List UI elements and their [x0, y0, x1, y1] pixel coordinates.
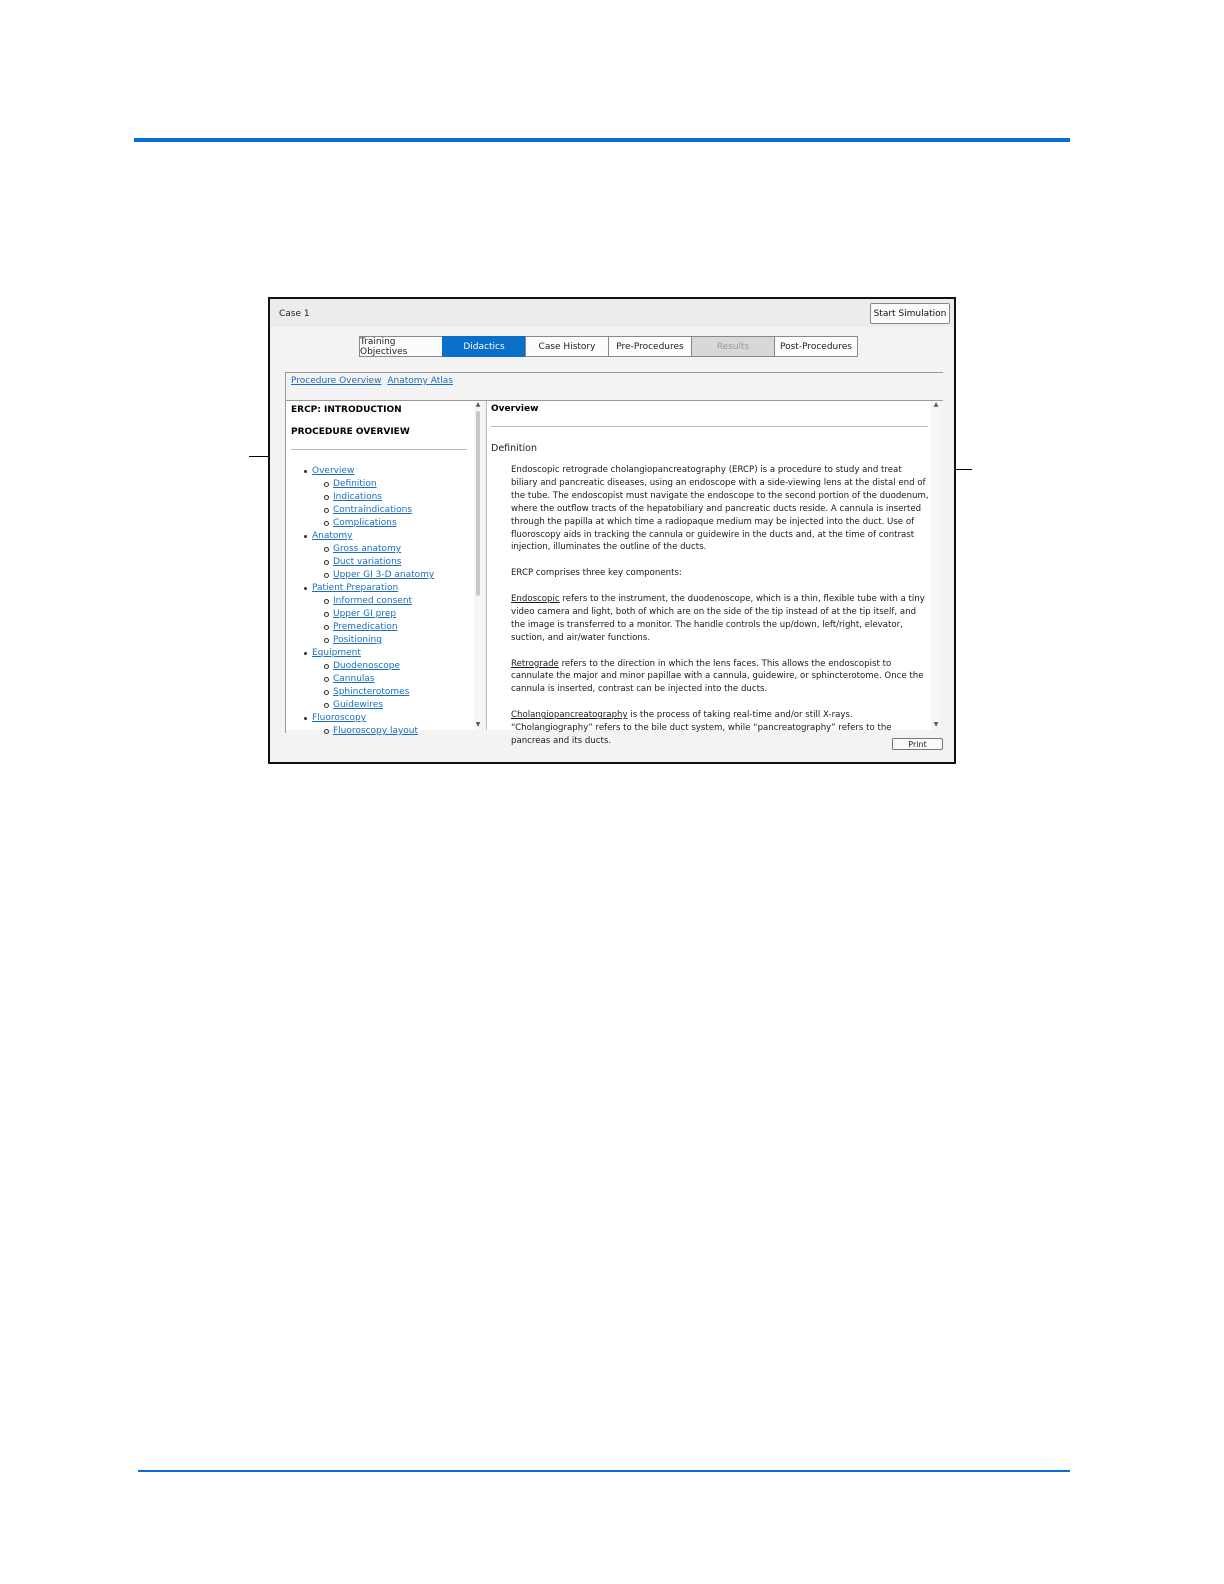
term-link: Cholangiopancreatography	[511, 710, 628, 721]
scroll-down-icon[interactable]: ▼	[475, 721, 481, 728]
circle-bullet-icon	[324, 521, 329, 526]
toc-link[interactable]: Fluoroscopy layout	[333, 726, 419, 736]
circle-bullet-icon	[324, 729, 329, 734]
content-paragraph	[511, 709, 929, 748]
paragraph-text: refers to the instrument, the duodenoscope, which is a thin, flexible tube with a tiny video camera and light, both of which are on the side of the tip instead of at the tip itself, and the image is transferred to a monitor. The handle controls the up/down, left/right, elevator, suction, and air/water functions.	[511, 594, 925, 643]
circle-bullet-icon	[324, 560, 329, 565]
toc-list	[286, 465, 474, 738]
header-rule	[134, 138, 1070, 142]
toc-item	[286, 569, 474, 582]
case-title: Case 1	[279, 309, 310, 319]
toc-link[interactable]: Patient Preparation	[312, 583, 399, 593]
toc-link[interactable]: Complications	[333, 518, 397, 528]
toc-item	[286, 556, 474, 569]
toc-scroll-thumb[interactable]	[476, 411, 480, 596]
toc-item	[286, 725, 474, 738]
tab-training-objectives[interactable]: Training Objectives	[359, 336, 443, 357]
circle-bullet-icon	[324, 625, 329, 630]
tab-post-procedures[interactable]: Post-Procedures	[774, 336, 858, 357]
circle-bullet-icon	[324, 573, 329, 578]
toc-link[interactable]: Positioning	[333, 635, 382, 645]
toc-subheading: PROCEDURE OVERVIEW	[291, 427, 410, 437]
bullet-icon	[304, 535, 307, 538]
tab-bar	[360, 336, 858, 357]
toc-item	[286, 673, 474, 686]
top-links	[291, 376, 456, 386]
circle-bullet-icon	[324, 612, 329, 617]
toc-link[interactable]: Duodenoscope	[333, 661, 400, 671]
tab-pre-procedures[interactable]: Pre-Procedures	[608, 336, 692, 357]
content-paragraph	[511, 593, 929, 645]
content-heading: Overview	[491, 404, 539, 414]
circle-bullet-icon	[324, 703, 329, 708]
toc-divider	[291, 449, 467, 450]
scroll-down-icon[interactable]: ▼	[933, 721, 939, 728]
toc-link[interactable]: Indications	[333, 492, 382, 502]
circle-bullet-icon	[324, 482, 329, 487]
toc-link[interactable]: Overview	[312, 466, 355, 476]
toc-link[interactable]: Gross anatomy	[333, 544, 402, 554]
paragraph-text: ERCP comprises three key components:	[511, 568, 682, 579]
toc-scrollbar[interactable]	[474, 401, 482, 730]
paragraph-text: refers to the direction in which the lens faces. This allows the endoscopist to cannulate the major and minor papillae with a cannula, guidewire, or sphincterotome. Once the cannula is inserted, contrast can be injected into the ducts.	[511, 658, 924, 695]
paragraph-text: is the process of taking real-time and/or still X-rays. “Cholangiography” refers to the bile duct system, while “pancreatography” refers to the pancreas and its ducts.	[511, 710, 892, 746]
tab-case-history[interactable]: Case History	[525, 336, 609, 357]
toc-link[interactable]: Equipment	[312, 648, 361, 658]
toc-item	[286, 465, 474, 478]
content-paragraph	[511, 567, 929, 580]
toc-item	[286, 699, 474, 712]
circle-bullet-icon	[324, 638, 329, 643]
toc-item	[286, 686, 474, 699]
toc-item	[286, 491, 474, 504]
toc-item	[286, 660, 474, 673]
print-button[interactable]: Print	[892, 738, 943, 750]
toc-item	[286, 608, 474, 621]
toc-pane	[286, 401, 475, 736]
toc-link[interactable]: Duct variations	[333, 557, 402, 567]
footer-rule	[138, 1470, 1070, 1472]
toc-heading: ERCP: INTRODUCTION	[291, 405, 402, 415]
toc-link[interactable]: Upper GI prep	[333, 609, 397, 619]
circle-bullet-icon	[324, 664, 329, 669]
toc-item	[286, 621, 474, 634]
content-paragraph	[511, 658, 929, 697]
toc-item	[286, 582, 474, 595]
content-scrollbar[interactable]	[932, 401, 940, 730]
content-body	[511, 464, 929, 761]
toc-link[interactable]: Fluoroscopy	[312, 713, 367, 723]
toc-item	[286, 478, 474, 491]
start-simulation-button[interactable]: Start Simulation	[870, 303, 950, 324]
toc-item	[286, 504, 474, 517]
toc-item	[286, 712, 474, 725]
toc-link[interactable]: Upper GI 3-D anatomy	[333, 570, 435, 580]
term-link: Endoscopic	[511, 594, 560, 605]
term-link: Retrograde	[511, 658, 559, 669]
bullet-icon	[304, 587, 307, 590]
tab-results: Results	[691, 336, 775, 357]
content-paragraph	[511, 464, 929, 554]
toc-item	[286, 595, 474, 608]
circle-bullet-icon	[324, 508, 329, 513]
app-window	[268, 297, 956, 764]
circle-bullet-icon	[324, 690, 329, 695]
toc-item	[286, 543, 474, 556]
paragraph-text: Endoscopic retrograde cholangiopancreatography (ERCP) is a procedure to study and treat biliary and pancreatic diseases, using an endoscope with a side-viewing lens at the distal end of the tube. The endoscopist must navigate the endoscope to the second portion of the duodenum, where the outflow tracts of the hepatobiliary and pancreatic ducts reside. A cannula is inserted through the papilla at which time a radiopaque medium may be injected into the duct. Use of fluoroscopy aids in tracking the cannula or guidewire in the ducts and, at the time of contrast injection, illuminates the outline of the ducts.	[511, 465, 929, 553]
bullet-icon	[304, 652, 307, 655]
scroll-up-icon[interactable]: ▲	[475, 401, 481, 408]
section-label: Definition	[491, 443, 538, 454]
circle-bullet-icon	[324, 599, 329, 604]
toc-link[interactable]: Premedication	[333, 622, 398, 632]
tab-didactics[interactable]: Didactics	[442, 336, 526, 357]
circle-bullet-icon	[324, 547, 329, 552]
bullet-icon	[304, 470, 307, 473]
procedure-overview-link[interactable]: Procedure Overview	[291, 376, 382, 386]
circle-bullet-icon	[324, 495, 329, 500]
title-bar	[270, 299, 954, 327]
bullet-icon	[304, 717, 307, 720]
content-divider	[491, 426, 928, 427]
circle-bullet-icon	[324, 677, 329, 682]
toc-link[interactable]: Contraindications	[333, 505, 413, 515]
toc-item	[286, 517, 474, 530]
toc-link[interactable]: Cannulas	[333, 674, 375, 684]
toc-link[interactable]: Guidewires	[333, 700, 384, 710]
anatomy-atlas-link[interactable]: Anatomy Atlas	[387, 376, 453, 386]
toc-link[interactable]: Definition	[333, 479, 377, 489]
toc-link[interactable]: Sphincterotomes	[333, 687, 410, 697]
toc-item	[286, 634, 474, 647]
toc-link[interactable]: Anatomy	[312, 531, 353, 541]
toc-item	[286, 530, 474, 543]
toc-link[interactable]: Informed consent	[333, 596, 413, 606]
scroll-up-icon[interactable]: ▲	[933, 401, 939, 408]
toc-item	[286, 647, 474, 660]
